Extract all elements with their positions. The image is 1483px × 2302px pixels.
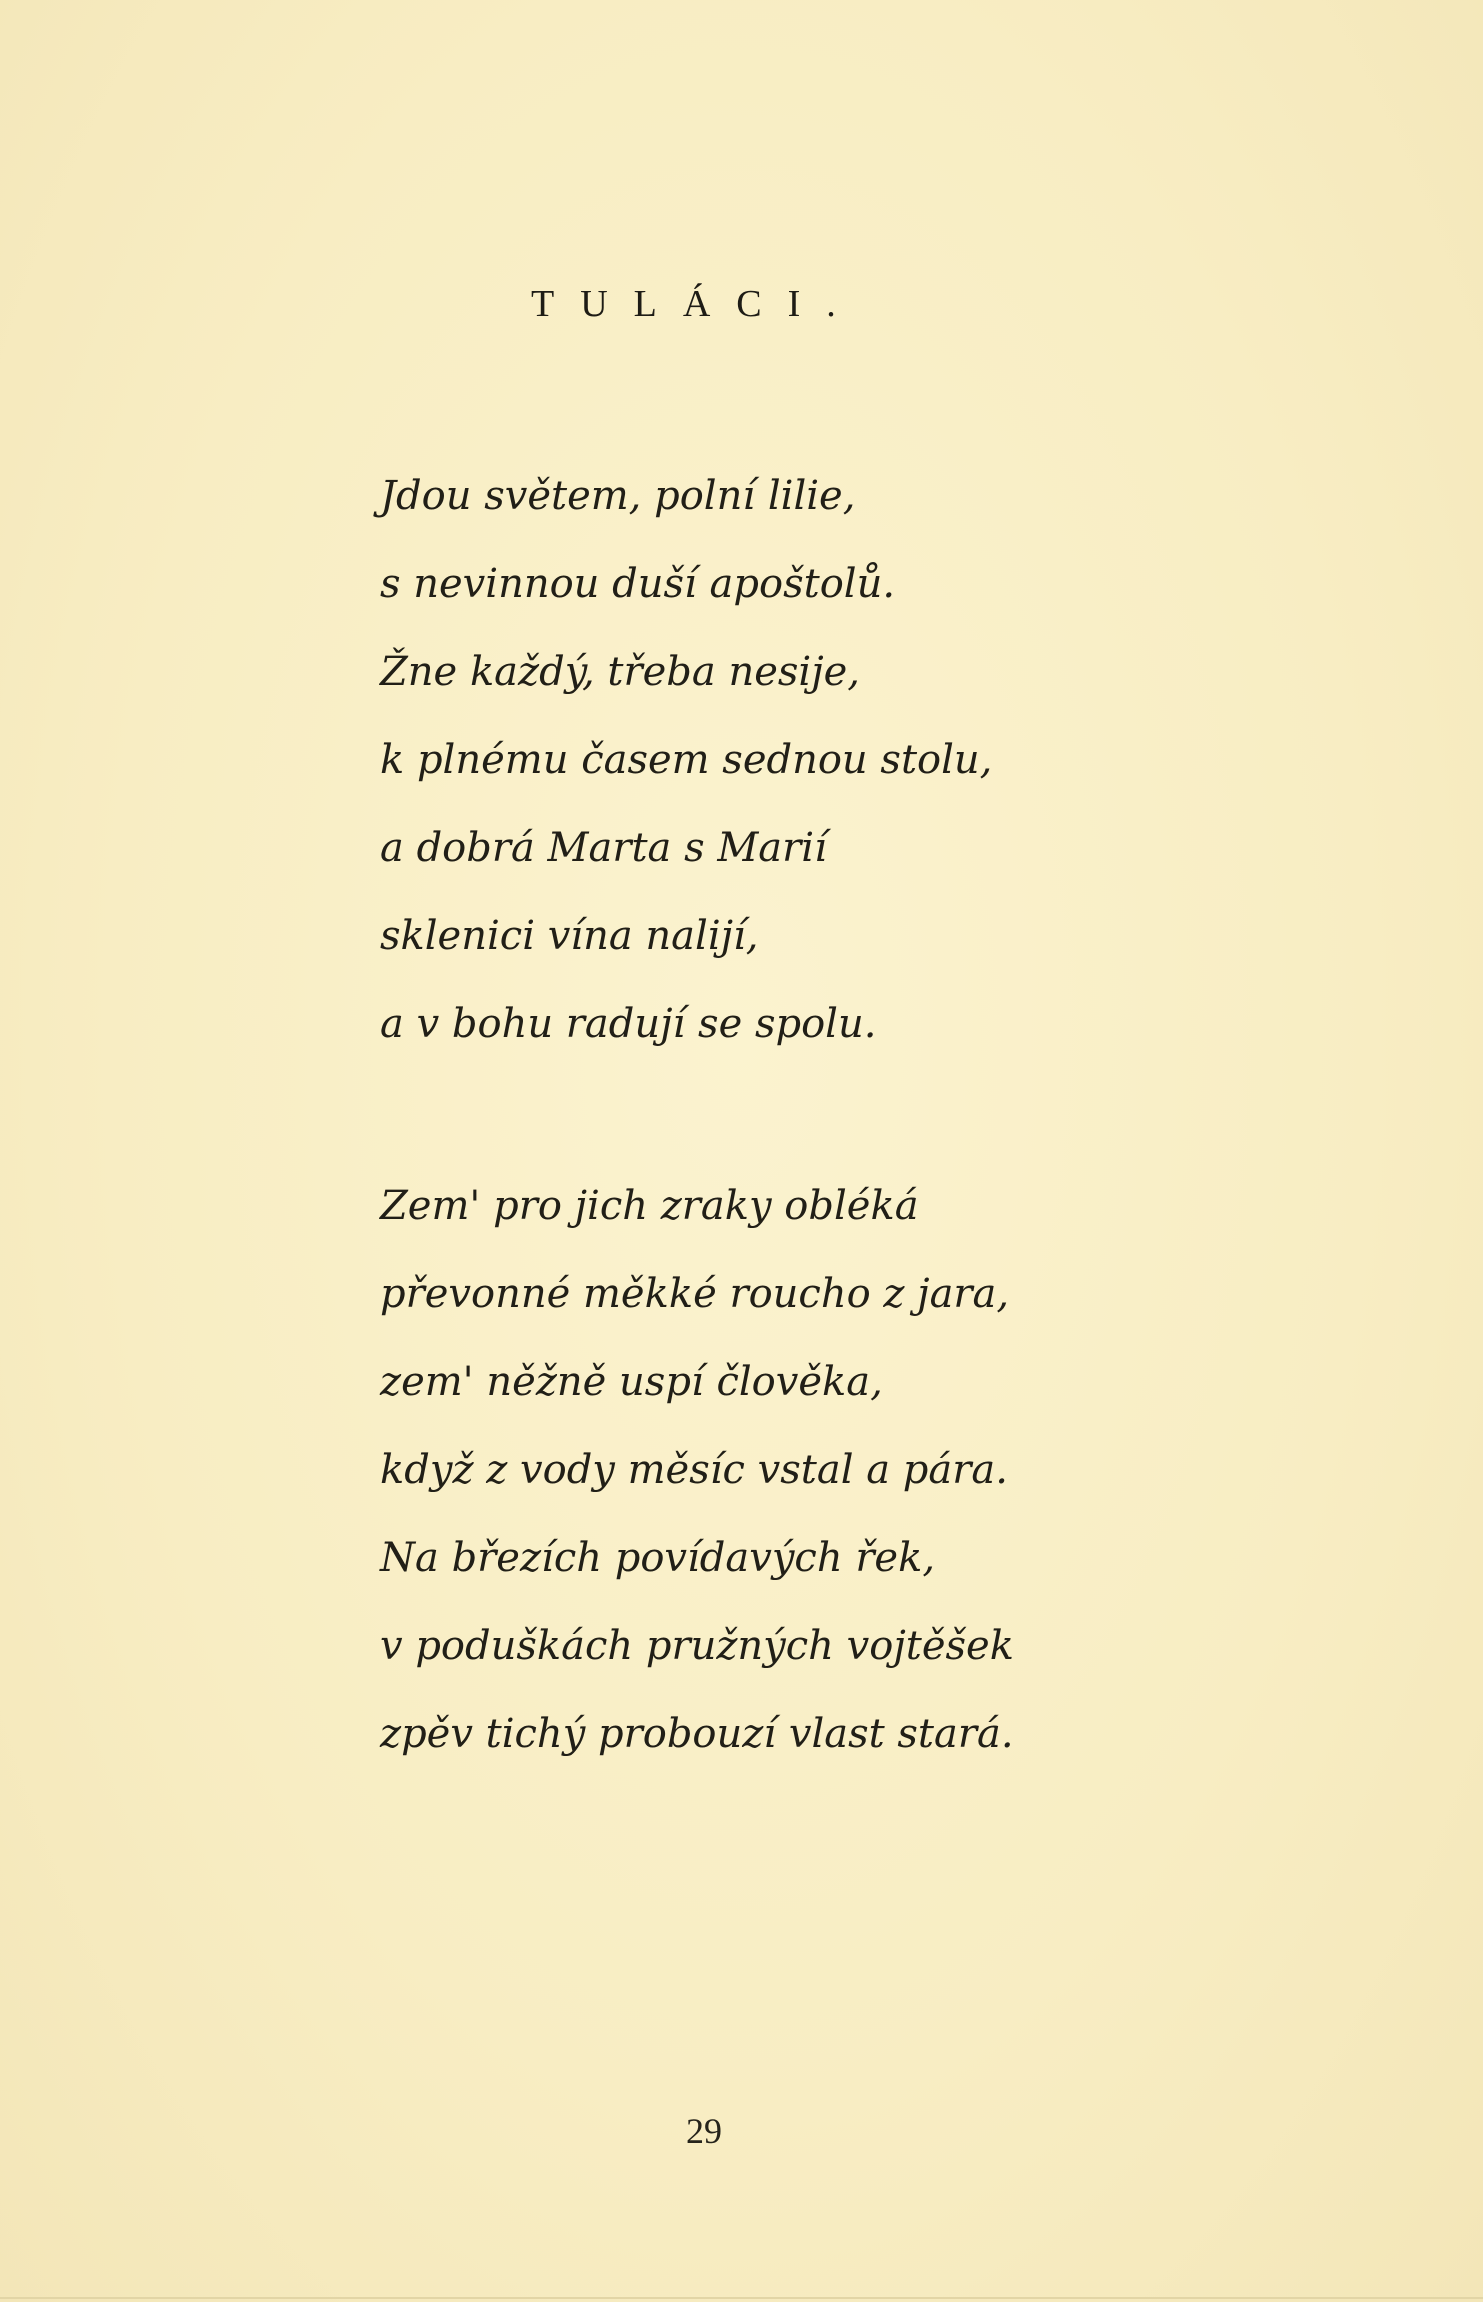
verse-line: k plnému časem sednou stolu,: [380, 737, 993, 783]
verse-line: zem' něžně uspí člověka,: [380, 1359, 883, 1405]
stanza-2: [380, 1176, 1014, 1792]
verse-line: když z vody měsíc vstal a pára.: [380, 1447, 1008, 1493]
verse-line: a dobrá Marta s Marií: [380, 825, 827, 871]
verse-line: převonné měkké roucho z jara,: [380, 1271, 1010, 1317]
page-edge-divider: [0, 2297, 1483, 2299]
verse-line: Jdou světem, polní lilie,: [380, 473, 856, 519]
verse-line: zpěv tichý probouzí vlast stará.: [380, 1711, 1014, 1757]
stanza-1: [380, 466, 992, 1082]
verse-line: sklenici vína nalijí,: [380, 913, 759, 959]
verse-line: a v bohu radují se spolu.: [380, 1001, 877, 1047]
verse-line: Zem' pro jich zraky obléká: [380, 1183, 919, 1229]
verse-line: Žne každý, třeba nesije,: [380, 649, 860, 695]
verse-line: Na březích povídavých řek,: [380, 1535, 936, 1581]
verse-line: s nevinnou duší apoštolů.: [380, 561, 896, 607]
poem-title: TULÁCI.: [531, 283, 862, 325]
page-number: 29: [686, 2111, 722, 2151]
verse-line: v poduškách pružných vojtěšek: [380, 1623, 1014, 1669]
